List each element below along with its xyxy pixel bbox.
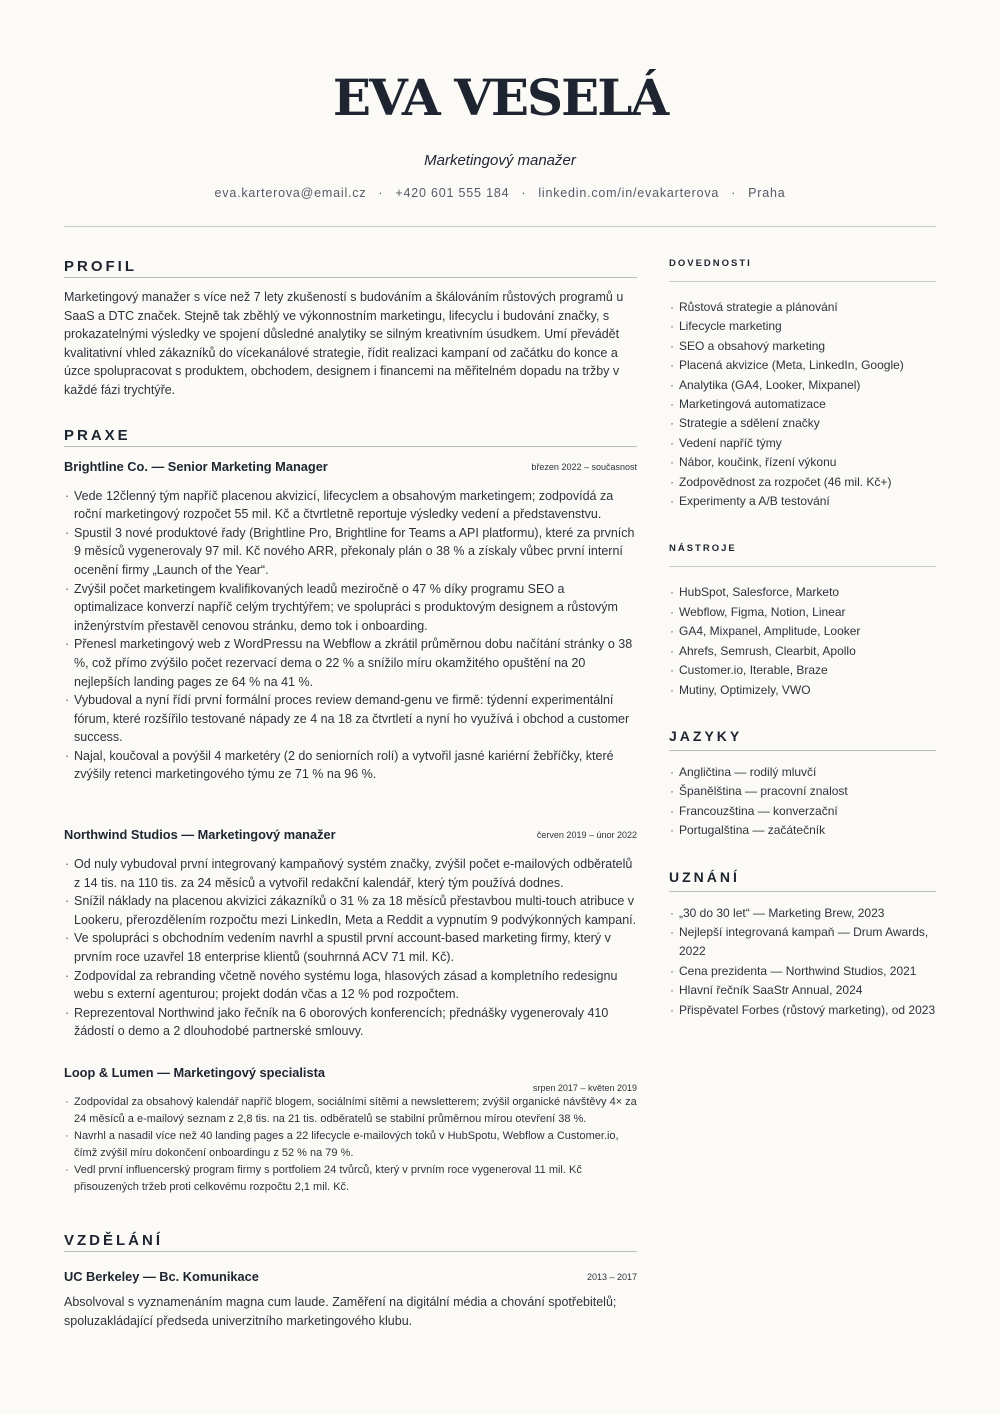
section-title-education: VZDĚLÁNÍ bbox=[64, 1232, 637, 1252]
job-title: Loop & Lumen — Marketingový specialista bbox=[64, 1065, 325, 1080]
list-item: · Customer.io, Iterable, Braze bbox=[669, 661, 936, 680]
header-divider bbox=[64, 226, 936, 227]
contact-separator: · bbox=[378, 186, 384, 200]
list-item: · Cena prezidenta — Northwind Studios, 2021 bbox=[669, 962, 936, 981]
list-item: · Analytika (GA4, Looker, Mixpanel) bbox=[669, 376, 936, 395]
list-item: · SEO a obsahový marketing bbox=[669, 337, 936, 356]
profile-text: Marketingový manažer s více než 7 lety zkušeností s budováním a škálováním růstových programů u SaaS a DTC značek. Stejně tak zběhlý ve výkonnostním marketingu, lifecyclu i budování značky, s prokazatelnými výsledky ve spojení důsledné analytiky se silným kreativním úsudkem. Umí převádět kvalitativní vhled zákazníků do vícekanálové strategie, řídit realizaci kampaní od začátku do konce a úzce spolupracovat s produktem, obchodem, designem i financemi na měřitelném dopadu na tržby v každé fázi trychtýře. bbox=[64, 290, 624, 397]
section-title-profile: PROFIL bbox=[64, 258, 637, 278]
job-header bbox=[64, 827, 637, 845]
contact-phone[interactable]: +420 601 555 184 bbox=[395, 186, 510, 200]
education-date: 2013 – 2017 bbox=[586, 1272, 637, 1282]
contact-linkedin[interactable]: linkedin.com/in/evakarterova bbox=[538, 186, 720, 200]
education-text: Absolvoval s vyznamenáním magna cum laude. Zaměření na digitální média a chování spotřebitelů; spoluzakládající předseda univerzitního marketingového klubu. bbox=[64, 1295, 617, 1328]
education-entry bbox=[64, 1269, 637, 1330]
list-item: · Ve spolupráci s obchodním vedením navrhl a spustil první account-based marketing firmy, který v prvním roce uzavřel 18 enterprise klientů (souhrnná ACV 71 mil. Kč). bbox=[64, 929, 637, 966]
list-item: · Nejlepší integrovaná kampaň — Drum Awards, 2022 bbox=[669, 923, 936, 962]
contact-line bbox=[0, 186, 1000, 200]
list-item: · Lifecycle marketing bbox=[669, 317, 936, 336]
candidate-role: Marketingový manažer bbox=[424, 152, 576, 169]
awards-list bbox=[669, 904, 936, 1020]
list-item: · Španělština — pracovní znalost bbox=[669, 782, 936, 801]
job-date: srpen 2017 – květen 2019 bbox=[532, 1083, 637, 1093]
list-item: · Od nuly vybudoval první integrovaný kampaňový systém značky, zvýšil počet e-mailových odběratelů z 14 tis. na 110 tis. za 24 měsíců a vytvořil redakční kalendář, který tým používá dodnes. bbox=[64, 855, 637, 892]
list-item: · Zvýšil počet marketingem kvalifikovaných leadů meziročně o 47 % díky programu SEO a optimalizace konverzí napříč celým trychtýřem; ve spolupráci s produktovým designem a růstovým inženýrstvím přestavěl cenovou stránku, demo tok i onboarding. bbox=[64, 580, 637, 636]
main-column bbox=[64, 258, 637, 1330]
list-item: · Strategie a sdělení značky bbox=[669, 414, 936, 433]
job-bullets bbox=[64, 487, 637, 785]
list-item: · Zodpovídal za obsahový kalendář napříč blogem, sociálními sítěmi a newsletterem; zvýšil organické návštěvy 4× za 24 měsíců a e-mailový seznam z 2,8 tis. na 21 tis. odběratelů se stabilní průměrnou mírou otevření 38 %. bbox=[64, 1094, 637, 1128]
list-item: · Francouzština — konverzační bbox=[669, 802, 936, 821]
list-item: · Zodpovědnost za rozpočet (46 mil. Kč+) bbox=[669, 473, 936, 492]
job-title: Northwind Studios — Marketingový manažer bbox=[64, 827, 336, 843]
list-item: · Vede 12členný tým napříč placenou akvizicí, lifecyclem a obsahovým marketingem; zodpovídá za roční marketingový rozpočet 55 mil. Kč a čtvrtletně reportuje výsledky vedení a představenstvu. bbox=[64, 487, 637, 524]
list-item: · Ahrefs, Semrush, Clearbit, Apollo bbox=[669, 642, 936, 661]
job-bullets bbox=[64, 1094, 637, 1196]
list-item: · Spustil 3 nové produktové řady (Brightline Pro, Brightline for Teams a API platformu), které za prvních 9 měsíců vygenerovaly 97 mil. Kč nového ARR, překonaly plán o 38 % a získaly vůbec první interní ocenění firmy „Launch of the Year“. bbox=[64, 524, 637, 580]
side-column bbox=[669, 258, 936, 1020]
list-item: · Najal, koučoval a povýšil 4 marketéry (2 do seniorních rolí) a vytvořil jasné kariérní žebříčky, které zvýšily retenci marketingového týmu ze 71 % na 96 %. bbox=[64, 747, 637, 784]
list-item: · Experimenty a A/B testování bbox=[669, 492, 936, 511]
skills-list bbox=[669, 298, 936, 511]
job-header bbox=[64, 459, 637, 477]
contact-separator: · bbox=[731, 186, 737, 200]
list-item: · Reprezentoval Northwind jako řečník na 6 oborových konferencích; přednášky vygenerovaly 410 žádostí o demo a 2 dlouhodobé partnerské smlouvy. bbox=[64, 1004, 637, 1041]
contact-email[interactable]: eva.karterova@email.cz bbox=[214, 186, 367, 200]
list-item: · Vedení napříč týmy bbox=[669, 434, 936, 453]
list-item: · Přenesl marketingový web z WordPressu na Webflow a zkrátil průměrnou dobu načítání stránky o 38 %, což přímo zvýšilo počet rezervací dema o 22 % a snížilo míru okamžitého opuštění na 20 nejlepších landing pages ze 64 % na 41 %. bbox=[64, 635, 637, 691]
list-item: · Marketingová automatizace bbox=[669, 395, 936, 414]
job-bullets bbox=[64, 855, 637, 1041]
tools-list bbox=[669, 583, 936, 699]
job-entry bbox=[64, 1065, 637, 1196]
list-item: · Mutiny, Optimizely, VWO bbox=[669, 681, 936, 700]
job-entry bbox=[64, 827, 637, 1041]
job-date: březen 2022 – současnost bbox=[531, 461, 637, 472]
list-item: · Růstová strategie a plánování bbox=[669, 298, 936, 317]
section-title-skills: DOVEDNOSTI bbox=[669, 258, 936, 282]
list-item: · Snížil náklady na placenou akvizici zákazníků o 31 % za 18 měsíců přestavbou multi-touch atribuce v Lookeru, přerozdělením rozpočtu mezi LinkedIn, Meta a Reddit a vypnutím 9 podvýkonných kampaní. bbox=[64, 892, 637, 929]
section-title-awards: UZNÁNÍ bbox=[669, 869, 936, 892]
list-item: · HubSpot, Salesforce, Marketo bbox=[669, 583, 936, 602]
list-item: · Zodpovídal za rebranding včetně nového systému loga, hlasových zásad a kompletního redesignu webu s externí agenturou; projekt dodán včas a 12 % pod rozpočtem. bbox=[64, 967, 637, 1004]
education-header bbox=[64, 1269, 637, 1287]
section-title-languages: JAZYKY bbox=[669, 728, 936, 751]
contact-city: Praha bbox=[748, 186, 786, 200]
list-item: · GA4, Mixpanel, Amplitude, Looker bbox=[669, 622, 936, 641]
list-item: · Přispěvatel Forbes (růstový marketing), od 2023 bbox=[669, 1001, 936, 1020]
list-item: · Placená akvizice (Meta, LinkedIn, Google) bbox=[669, 356, 936, 375]
list-item: · „30 do 30 let“ — Marketing Brew, 2023 bbox=[669, 904, 936, 923]
candidate-name: EVA VESELÁ bbox=[332, 68, 668, 127]
list-item: · Portugalština — začátečník bbox=[669, 821, 936, 840]
list-item: · Angličtina — rodilý mluvčí bbox=[669, 763, 936, 782]
languages-list bbox=[669, 763, 936, 841]
list-item: · Hlavní řečník SaaStr Annual, 2024 bbox=[669, 981, 936, 1000]
job-entry bbox=[64, 459, 637, 785]
list-item: · Nábor, koučink, řízení výkonu bbox=[669, 453, 936, 472]
job-title: Brightline Co. — Senior Marketing Manager bbox=[64, 458, 328, 474]
education-school: UC Berkeley — Bc. Komunikace bbox=[64, 1269, 259, 1284]
section-title-experience: PRAXE bbox=[64, 427, 637, 447]
list-item: · Navrhl a nasadil více než 40 landing pages a 22 lifecycle e-mailových toků v HubSpotu, Webflow a Customer.io, čímž zvýšil míru dokončení onboardingu z 52 % na 79 %. bbox=[64, 1128, 637, 1162]
job-date: červen 2019 – únor 2022 bbox=[536, 830, 637, 841]
list-item: · Webflow, Figma, Notion, Linear bbox=[669, 603, 936, 622]
contact-separator: · bbox=[521, 186, 527, 200]
list-item: · Vedl první influencerský program firmy s portfoliem 24 tvůrců, který v prvním roce vygeneroval 11 mil. Kč přisouzených tržeb proti celkovému rozpočtu 2,1 mil. Kč. bbox=[64, 1162, 637, 1196]
section-title-tools: NÁSTROJE bbox=[669, 543, 936, 567]
list-item: · Vybudoval a nyní řídí první formální proces review demand-genu ve firmě: týdenní experimentální fórum, které rozšířilo testované nápady ze 4 na 18 za čtvrtletí a nyní ho využívá i obchod a customer success. bbox=[64, 691, 637, 747]
